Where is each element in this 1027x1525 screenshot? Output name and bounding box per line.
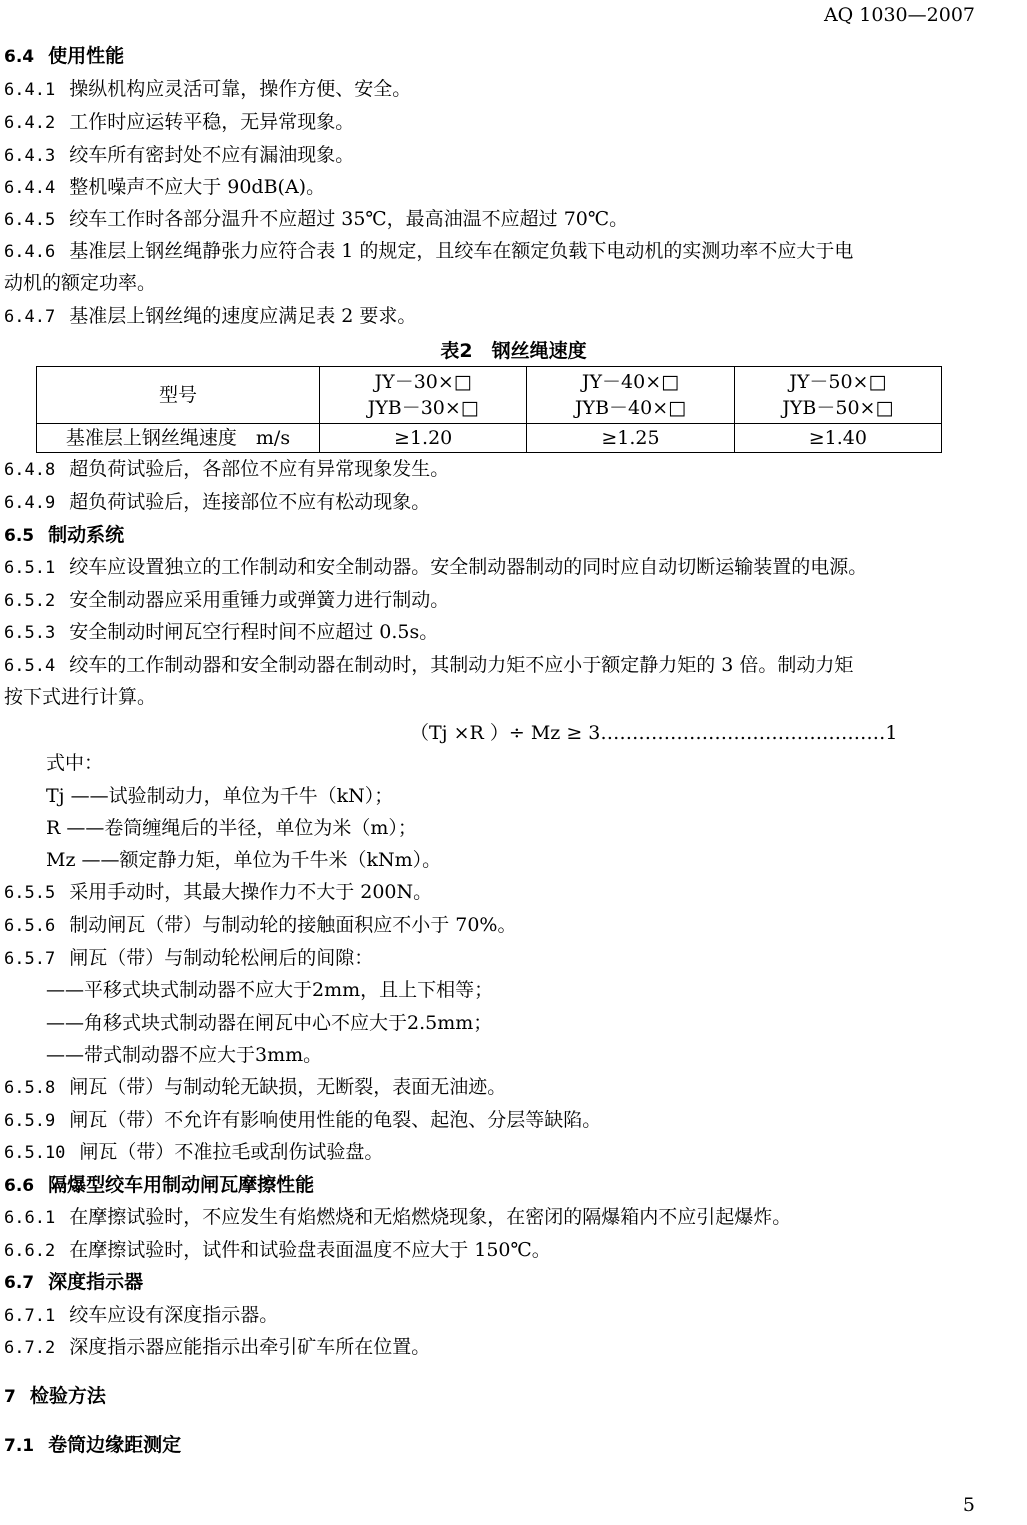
- page-number: 5: [962, 1494, 975, 1516]
- document-header: AQ 1030—2007: [823, 4, 975, 26]
- table-value-cell: ≥1.20: [320, 424, 527, 453]
- clause: 6.5.1 绞车应设置独立的工作制动和安全制动器。安全制动器制动的同时应自动切断运输装置的电源。: [4, 556, 868, 578]
- section-heading: 6.6 隔爆型绞车用制动闸瓦摩擦性能: [4, 1174, 315, 1196]
- section-heading: 6.7 深度指示器: [4, 1271, 144, 1293]
- section-heading: 7.1 卷筒边缘距测定: [4, 1434, 182, 1456]
- clause: 6.4.4 整机噪声不应大于 90dB(A)。: [4, 176, 326, 198]
- clause: 6.7.2 深度指示器应能指示出牵引矿车所在位置。: [4, 1336, 431, 1358]
- section-heading: 6.5 制动系统: [4, 524, 125, 546]
- clause: 6.6.2 在摩擦试验时，试件和试验盘表面温度不应大于 150℃。: [4, 1239, 551, 1261]
- where-item: Tj ——试验制动力，单位为千牛（kN）；: [46, 785, 394, 807]
- clause: 6.4.5 绞车工作时各部分温升不应超过 35℃，最高油温不应超过 70℃。: [4, 208, 629, 230]
- where-item: R ——卷筒缠绳后的半径，单位为米（m）；: [46, 817, 417, 839]
- speed-table: [36, 366, 942, 453]
- clause: 6.4.6 基准层上钢丝绳静张力应符合表 1 的规定，且绞车在额定负载下电动机的实测功率不应大于电: [4, 240, 854, 262]
- clause: 6.4.3 绞车所有密封处不应有漏油现象。: [4, 144, 355, 166]
- clause: 6.4.1 操纵机构应灵活可靠，操作方便、安全。: [4, 78, 412, 100]
- clause: 6.5.8 闸瓦（带）与制动轮无缺损，无断裂，表面无油迹。: [4, 1076, 507, 1098]
- clause: 6.5.4 绞车的工作制动器和安全制动器在制动时，其制动力矩不应小于额定静力矩的 3 倍。制动力矩: [4, 654, 854, 676]
- clause: 6.5.2 安全制动器应采用重锤力或弹簧力进行制动。: [4, 589, 450, 611]
- clause: 6.5.10 闸瓦（带）不准拉毛或刮伤试验盘。: [4, 1141, 384, 1163]
- clause: 6.7.1 绞车应设有深度指示器。: [4, 1304, 279, 1326]
- clause-continuation: 按下式进行计算。: [4, 686, 157, 708]
- clause: 6.5.7 闸瓦（带）与制动轮松闸后的间隙：: [4, 947, 374, 969]
- table-caption: 表2 钢丝绳速度: [440, 340, 587, 362]
- clause: 6.5.9 闸瓦（带）不允许有影响使用性能的龟裂、起泡、分层等缺陷。: [4, 1109, 602, 1131]
- dash-item: ——平移式块式制动器不应大于2mm，且上下相等；: [46, 979, 494, 1001]
- clause: 6.5.3 安全制动时闸瓦空行程时间不应超过 0.5s。: [4, 621, 439, 643]
- table-header-label: 型号: [37, 367, 320, 424]
- clause: 6.4.8 超负荷试验后，各部位不应有异常现象发生。: [4, 458, 450, 480]
- clause: 6.4.7 基准层上钢丝绳的速度应满足表 2 要求。: [4, 305, 417, 327]
- clause: 6.4.2 工作时应运转平稳，无异常现象。: [4, 111, 355, 133]
- table-value-cell: ≥1.40: [734, 424, 941, 453]
- formula: （Tj ×R ）÷ Mz ≥ 3………………………………………1: [410, 722, 898, 744]
- table-model-cell: JY－30×□ JYB－30×□: [320, 367, 527, 424]
- where-label: 式中：: [46, 752, 104, 774]
- clause: 6.6.1 在摩擦试验时，不应发生有焰燃烧和无焰燃烧现象，在密闭的隔爆箱内不应引起爆炸。: [4, 1206, 792, 1228]
- table-row-label: 基准层上钢丝绳速度 m/s: [37, 424, 320, 453]
- chapter-heading: 7 检验方法: [4, 1385, 106, 1407]
- table-value-cell: ≥1.25: [527, 424, 734, 453]
- clause-continuation: 动机的额定功率。: [4, 272, 157, 294]
- table-model-cell: JY－40×□ JYB－40×□: [527, 367, 734, 424]
- dash-item: ——角移式块式制动器在闸瓦中心不应大于2.5mm；: [46, 1012, 493, 1034]
- clause: 6.5.5 采用手动时，其最大操作力不大于 200N。: [4, 881, 433, 903]
- table-model-cell: JY－50×□ JYB－50×□: [734, 367, 941, 424]
- clause: 6.4.9 超负荷试验后，连接部位不应有松动现象。: [4, 491, 431, 513]
- section-heading: 6.4 使用性能: [4, 45, 125, 67]
- dash-item: ——带式制动器不应大于3mm。: [46, 1044, 323, 1066]
- where-item: Mz ——额定静力矩，单位为千牛米（kNm）。: [46, 849, 442, 871]
- clause: 6.5.6 制动闸瓦（带）与制动轮的接触面积应不小于 70%。: [4, 914, 517, 936]
